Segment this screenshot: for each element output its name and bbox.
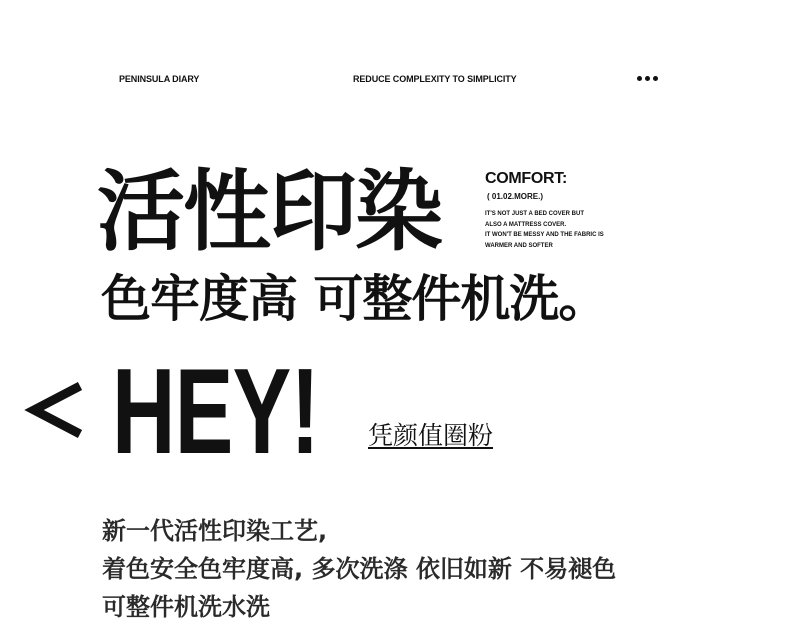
comfort-title: COMFORT: bbox=[485, 170, 568, 187]
hey-heading: HEY! bbox=[112, 343, 319, 479]
menu-dot bbox=[645, 76, 650, 81]
comfort-description bbox=[485, 209, 635, 251]
comfort-line: IT'S NOT JUST A BED COVER BUT bbox=[485, 211, 584, 217]
description-line: 着色安全色牢度高, 多次洗涤 依旧如新 不易褪色 bbox=[102, 555, 617, 583]
subheadline: 色牢度高 可整件机洗。 bbox=[101, 270, 608, 328]
chevron-left-icon[interactable] bbox=[24, 372, 88, 448]
description-line: 新一代活性印染工艺, bbox=[102, 517, 328, 545]
brand-name: PENINSULA DIARY bbox=[119, 74, 200, 84]
tagline: REDUCE COMPLEXITY TO SIMPLICITY bbox=[353, 74, 517, 84]
comfort-line: ALSO A MATTRESS COVER. bbox=[485, 221, 567, 228]
headline: 活性印染 bbox=[97, 160, 442, 263]
comfort-line: IT WON'T BE MESSY AND THE FABRIC IS bbox=[485, 232, 604, 238]
fan-tag-link[interactable]: 凭颜值圈粉 bbox=[368, 421, 494, 450]
comfort-ref: ( 01.02.MORE.) bbox=[487, 192, 544, 201]
more-dots-icon[interactable] bbox=[637, 76, 658, 81]
description-line: 可整件机洗水洗 bbox=[102, 593, 270, 621]
comfort-line: WARMER AND SOFTER bbox=[485, 242, 553, 249]
menu-dot bbox=[637, 76, 642, 81]
menu-dot bbox=[653, 76, 658, 81]
description-text bbox=[102, 512, 616, 626]
